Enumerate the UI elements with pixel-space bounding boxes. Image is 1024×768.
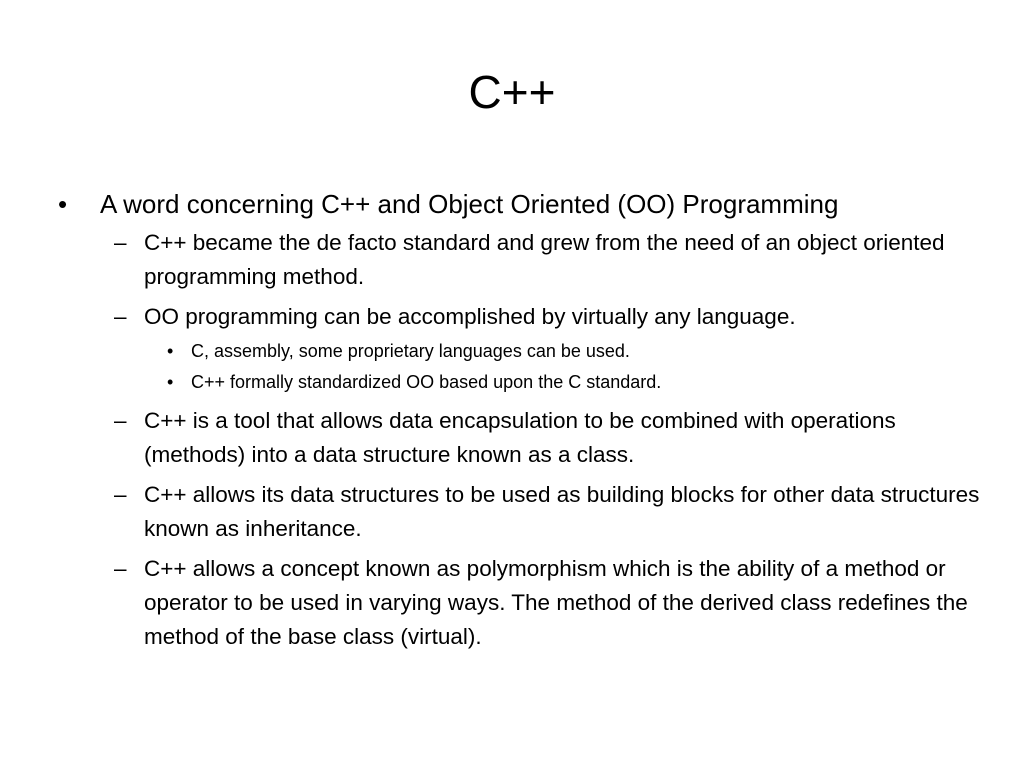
bullet-level2: [114, 226, 988, 294]
bullet-dot-icon: •: [167, 372, 174, 392]
bullet-text: C++ allows a concept known as polymorphism which is the ability of a method or operator to be used in varying ways. The method of the derived class redefines the method of the base class (virtual).: [144, 556, 968, 649]
bullet-level3: [167, 338, 988, 365]
dash-icon: –: [114, 482, 127, 507]
dash-icon: –: [114, 304, 127, 329]
dash-icon: –: [114, 408, 127, 433]
bullet-text: C++ is a tool that allows data encapsulation to be combined with operations (methods) into a data structure known as a class.: [144, 408, 896, 467]
bullet-level2: [114, 404, 988, 472]
bullet-text: C++ allows its data structures to be used as building blocks for other data structures known as inheritance.: [144, 482, 980, 541]
bullet-text: C++ became the de facto standard and grew from the need of an object oriented programming method.: [144, 230, 945, 289]
bullet-dot-icon: •: [58, 189, 68, 219]
dash-icon: –: [114, 230, 127, 255]
bullet-level2: [114, 478, 988, 546]
bullet-text: A word concerning C++ and Object Oriented (OO) Programming: [100, 189, 839, 219]
bullet-level2: [114, 300, 988, 334]
bullet-level2: [114, 552, 988, 654]
bullet-level1: [58, 186, 988, 222]
bullet-text: C++ formally standardized OO based upon the C standard.: [191, 372, 662, 392]
bullet-dot-icon: •: [167, 341, 174, 361]
bullet-text: OO programming can be accomplished by virtually any language.: [144, 304, 796, 329]
slide-title: C++: [468, 66, 556, 118]
dash-icon: –: [114, 556, 127, 581]
bullet-level3: [167, 369, 988, 396]
slide-content: [58, 186, 988, 660]
bullet-text: C, assembly, some proprietary languages can be used.: [191, 341, 630, 361]
